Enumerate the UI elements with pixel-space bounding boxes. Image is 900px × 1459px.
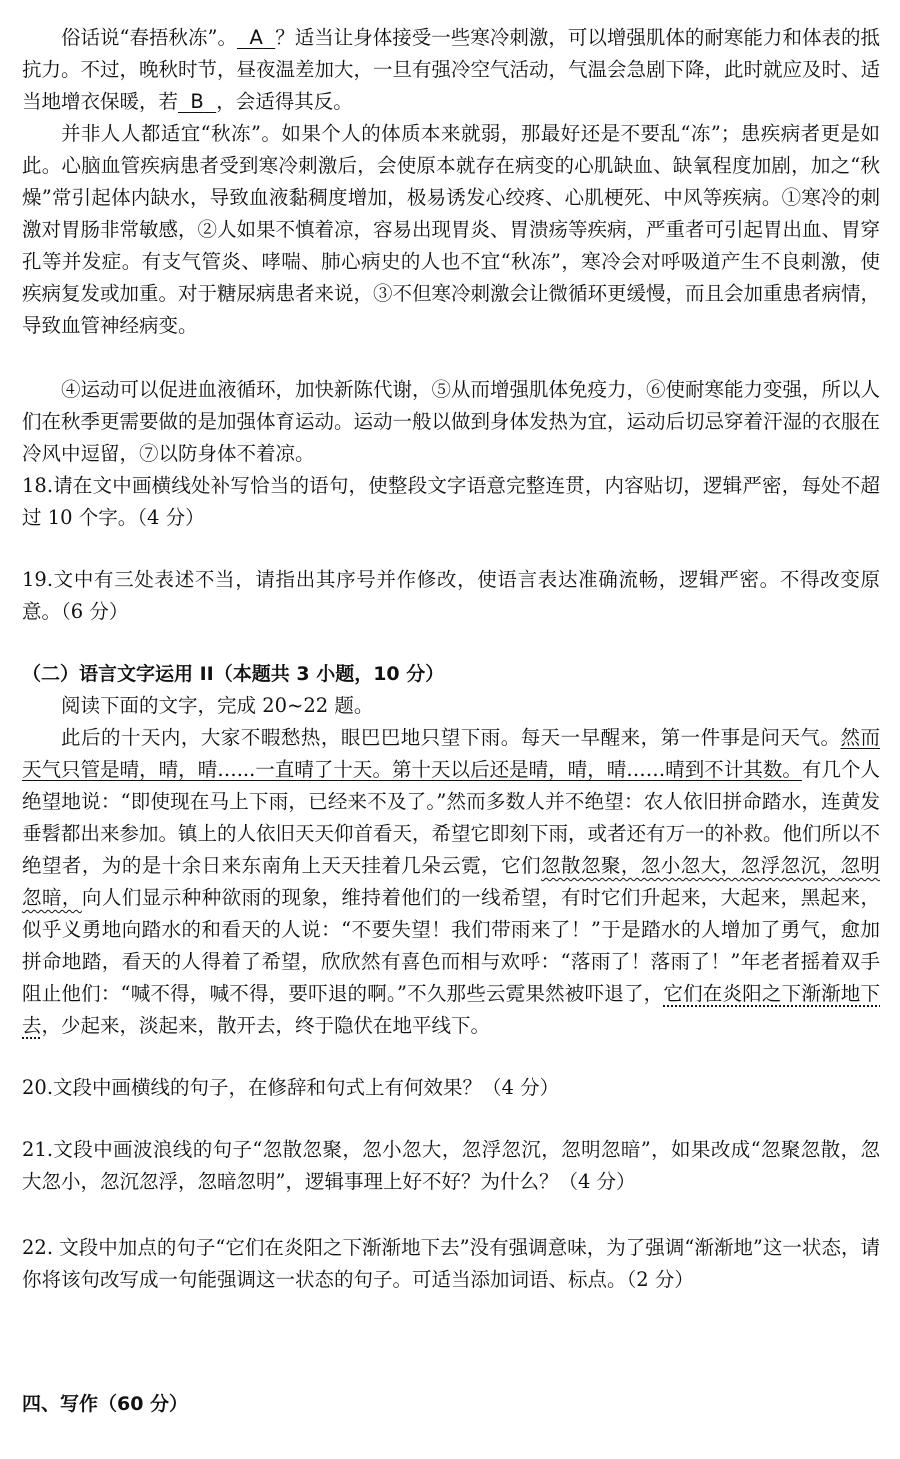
para1-text-c: ，会适得其反。 (216, 90, 353, 113)
blank-b-label: B (190, 90, 204, 113)
passage1-para2: 并非人人都适宜“秋冻”。如果个人的体质本来就弱，那最好还是不要乱“冻”；患疾病者更是如此。心脑血管疾病患者受到寒冷刺激后，会使原本就存在病变的心肌缺血、缺氧程度加剧，加之“秋燥”常引起体内缺水，导致血液黏稠度增加，极易诱发心绞疼、心肌梗死、中风等疾病。①寒冷的刺激对胃肠非常敏感，②人如果不慎着凉，容易出现胃炎、胃溃疡等疾病，严重者可引起胃出血、胃穿孔等并发症。有支气管炎、哮喘、肺心病史的人也不宜“秋冻”，寒冷会对呼吸道产生不良刺激，使疾病复发或加重。对于糖尿病患者来说，③不但寒冷刺激会让微循环更缓慢，而且会加重患者病情，导致血管神经病变。 (22, 122, 881, 337)
para1-text-b: ？适当让身体接受一些寒冷刺激，可以增强肌体的耐寒能力和体表的抵抗力。不过，晚秋时节，昼夜温差加大，一旦有强冷空气活动，气温会急剧下降，此时就应及时、适当地增衣保暖，若 (22, 26, 881, 113)
question-18: 18.请在文中画横线处补写恰当的语句，使整段文字语意完整连贯，内容贴切，逻辑严密，每处不超过 10 个字。（4 分） (22, 474, 880, 529)
question-22: 22. 文段中加点的句子“它们在炎阳之下渐渐地下去”没有强调意味，为了强调“渐渐地”这一状态，请你将该句改写成一句能强调这一状态的句子。可适当添加词语、标点。（2 分） (22, 1236, 880, 1291)
blank-a-label: A (249, 26, 263, 49)
blank-a (237, 26, 275, 49)
section2-heading: （二）语言文字运用 II（本题共 3 小题，10 分） (22, 663, 445, 685)
passage1-para3: ④运动可以促进血液循环，加快新陈代谢，⑤从而增强肌体免疫力，⑥使耐寒能力变强，所以人们在秋季更需要做的是加强体育运动。运动一般以做到身体发热为宜，运动后切忌穿着汗湿的衣服在冷风中逗留，⑦以防身体不着凉。 (22, 378, 881, 465)
underlined-sentence: 然而天气只管是晴，晴，晴…...一直晴了十天。第十天以后还是晴，晴，晴……晴到不计其数。 (22, 726, 880, 781)
question-19: 19.文中有三处表述不当，请指出其序号并作修改，使语言表达准确流畅，逻辑严密。不得改变原意。（6 分） (22, 568, 880, 623)
passage2-sentence-7: ，少起来，淡起来，散开去，终于隐伏在地平线下。 (41, 1014, 491, 1037)
section4-heading: 四、写作（60 分） (22, 1393, 189, 1415)
passage2-sentence-5: 向人们显示种种欲雨的现象，维持着他们的一线希望，有时它们升起来，大起来，黑起来，似乎义勇地向踏水的和看天的人说：“不要失望！我们带雨来了！”于是踏水的人增加了勇气，愈加拼命地踏，看天的人得着了希望，欣欣然有喜色而相与欢呼：“落雨了！落雨了！”年老者摇着双手阻止他们：“喊不得，喊不得，要吓退的啊。”不久那些云霓果然被吓退了， (22, 886, 880, 1005)
question-21: 21.文段中画波浪线的句子“忽散忽聚，忽小忽大，忽浮忽沉，忽明忽暗”，如果改成“忽聚忽散，忽大忽小，忽沉忽浮，忽暗忽明”，逻辑事理上好不好？为什么？（4 分） (22, 1138, 880, 1193)
passage2 (22, 722, 880, 1042)
passage2-sentence-3: 有几个人绝望地说：“即使现在马上下雨，已经来不及了。”然而多数人并不绝望：农人依旧拼命踏水，连黄发垂髫都出来参加。镇上的人依旧天天仰首看天，希望它即刻下雨，或者还有万一的补救。他们所以不绝望者，为的是十余日来东南角上天天挂着几朵云霓，它们 (22, 758, 881, 877)
dotted-sentence: 它们在炎阳之下渐渐地下去 (22, 982, 880, 1037)
passage1-para1 (22, 22, 880, 118)
section2-intro: 阅读下面的文字，完成 20~22 题。 (61, 694, 374, 717)
para1-text-a: 俗话说“春捂秋冻”。 (61, 26, 238, 49)
blank-b (178, 90, 216, 113)
wavy-underlined-sentence: 忽散忽聚，忽小忽大，忽浮忽沉，忽明忽暗， (22, 854, 880, 909)
passage2-sentence-1: 此后的十天内，大家不暇愁热，眼巴巴地只望下雨。每天一早醒来，第一件事是问天气。 (61, 726, 841, 749)
question-20: 20.文段中画横线的句子，在修辞和句式上有何效果？（4 分） (22, 1076, 560, 1099)
